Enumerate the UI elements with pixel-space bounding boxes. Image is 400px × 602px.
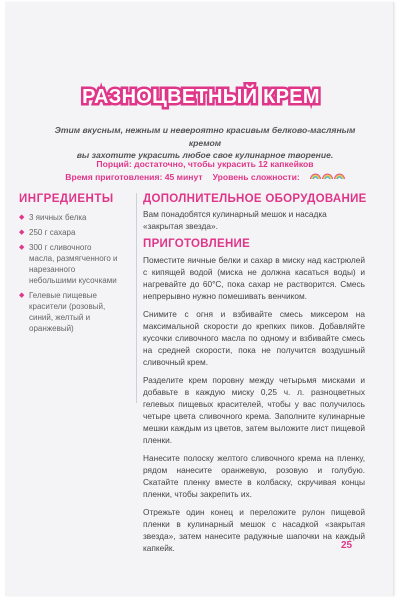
preparation-step: Разделите крем поровну между четырьмя мисками и добавьте в каждую миску 0,25 ч. л. разноцветных гелевых пищевых красителей, чтобы у вас получилось четыре цвета сливочного крема. Заполните кулинарные мешки каждым из цветов, затем выложите лист пищевой пленки.: [143, 375, 365, 445]
recipe-title-bar: [82, 84, 320, 110]
rainbow-icon: [334, 173, 345, 180]
ingredient-item: [19, 242, 119, 286]
intro-line: вы захотите украсить любое свое кулинарное творение.: [76, 150, 334, 160]
ingredient-text: Гелевые пищевые красители (розовый, синий, желтый и оранжевый): [29, 291, 106, 333]
difficulty-rating: [310, 173, 345, 180]
ingredient-text: 300 г сливочного масла, размягченного и нарезанного небольшими кусочками: [29, 243, 118, 285]
preparation-step: Нанесите полоску желтого сливочного крема на пленку, рядом нанесите оранжевую, розовую и голубую. Скатайте пленку вместе в колбаску, скручивая концы пленки, чтобы закрепить их.: [143, 453, 365, 499]
bullet-icon: ◆: [19, 292, 25, 299]
recipe-meta: [45, 158, 365, 183]
rainbow-icon: [322, 173, 333, 180]
recipe-title: РАЗНОЦВЕТНЫЙ КРЕМ: [82, 85, 320, 108]
portions-text: Порций: достаточно, чтобы украсить 12 капкейков: [96, 159, 314, 169]
ingredients-heading: ИНГРЕДИЕНТЫ: [19, 193, 114, 205]
preparation-step: Поместите яичные белки и сахар в миску над кастрюлей с кипящей водой (миска не должна касаться воды) и нагревайте до 60°С, пока сахар не растворится. Смесь непрерывно нужно помешивать венчиком.: [143, 255, 365, 301]
preparation-heading: ПРИГОТОВЛЕНИЕ: [143, 238, 251, 250]
ingredient-text: 3 яичных белка: [29, 213, 87, 222]
ingredient-text: 250 г сахара: [29, 228, 76, 237]
prep-time-text: Время приготовления: 45 минут: [65, 171, 203, 182]
ingredient-item: [19, 290, 119, 334]
preparation-step: Снимите с огня и взбивайте смесь миксером на максимальной скорости до крепких пиков. Добавляйте кусочки сливочного масла по одному и взбивайте смесь на средней скорости, пока не получится воздушный сливочный крем.: [143, 309, 365, 367]
difficulty-label: Уровень сложности:: [212, 171, 300, 182]
bullet-icon: ◆: [19, 244, 25, 251]
bullet-icon: ◆: [19, 229, 25, 236]
column-divider: [136, 193, 137, 403]
recipe-intro: [45, 124, 365, 162]
preparation-steps: [143, 254, 365, 560]
ingredient-item: [19, 212, 119, 223]
rainbow-icon: [310, 173, 321, 180]
equipment-text: Вам понадобятся кулинарный мешок и насадка «закрытая звезда».: [143, 209, 327, 231]
ingredient-item: [19, 227, 119, 238]
equipment-heading: ДОПОЛНИТЕЛЬНОЕ ОБОРУДОВАНИЕ: [143, 193, 367, 205]
ingredients-list: [19, 212, 119, 338]
cookbook-page: [5, 2, 394, 596]
bullet-icon: ◆: [19, 214, 25, 221]
page-number: 25: [341, 540, 353, 551]
preparation-step: Отрежьте один конец и переложите рулон пищевой пленки в кулинарный мешок с насадкой «закрытая звезда», затем нанесите радужные шапочки на каждый капкейк.: [143, 507, 365, 553]
intro-line: Этим вкусным, нежным и невероятно красивым белково-масляным кремом: [54, 125, 356, 148]
